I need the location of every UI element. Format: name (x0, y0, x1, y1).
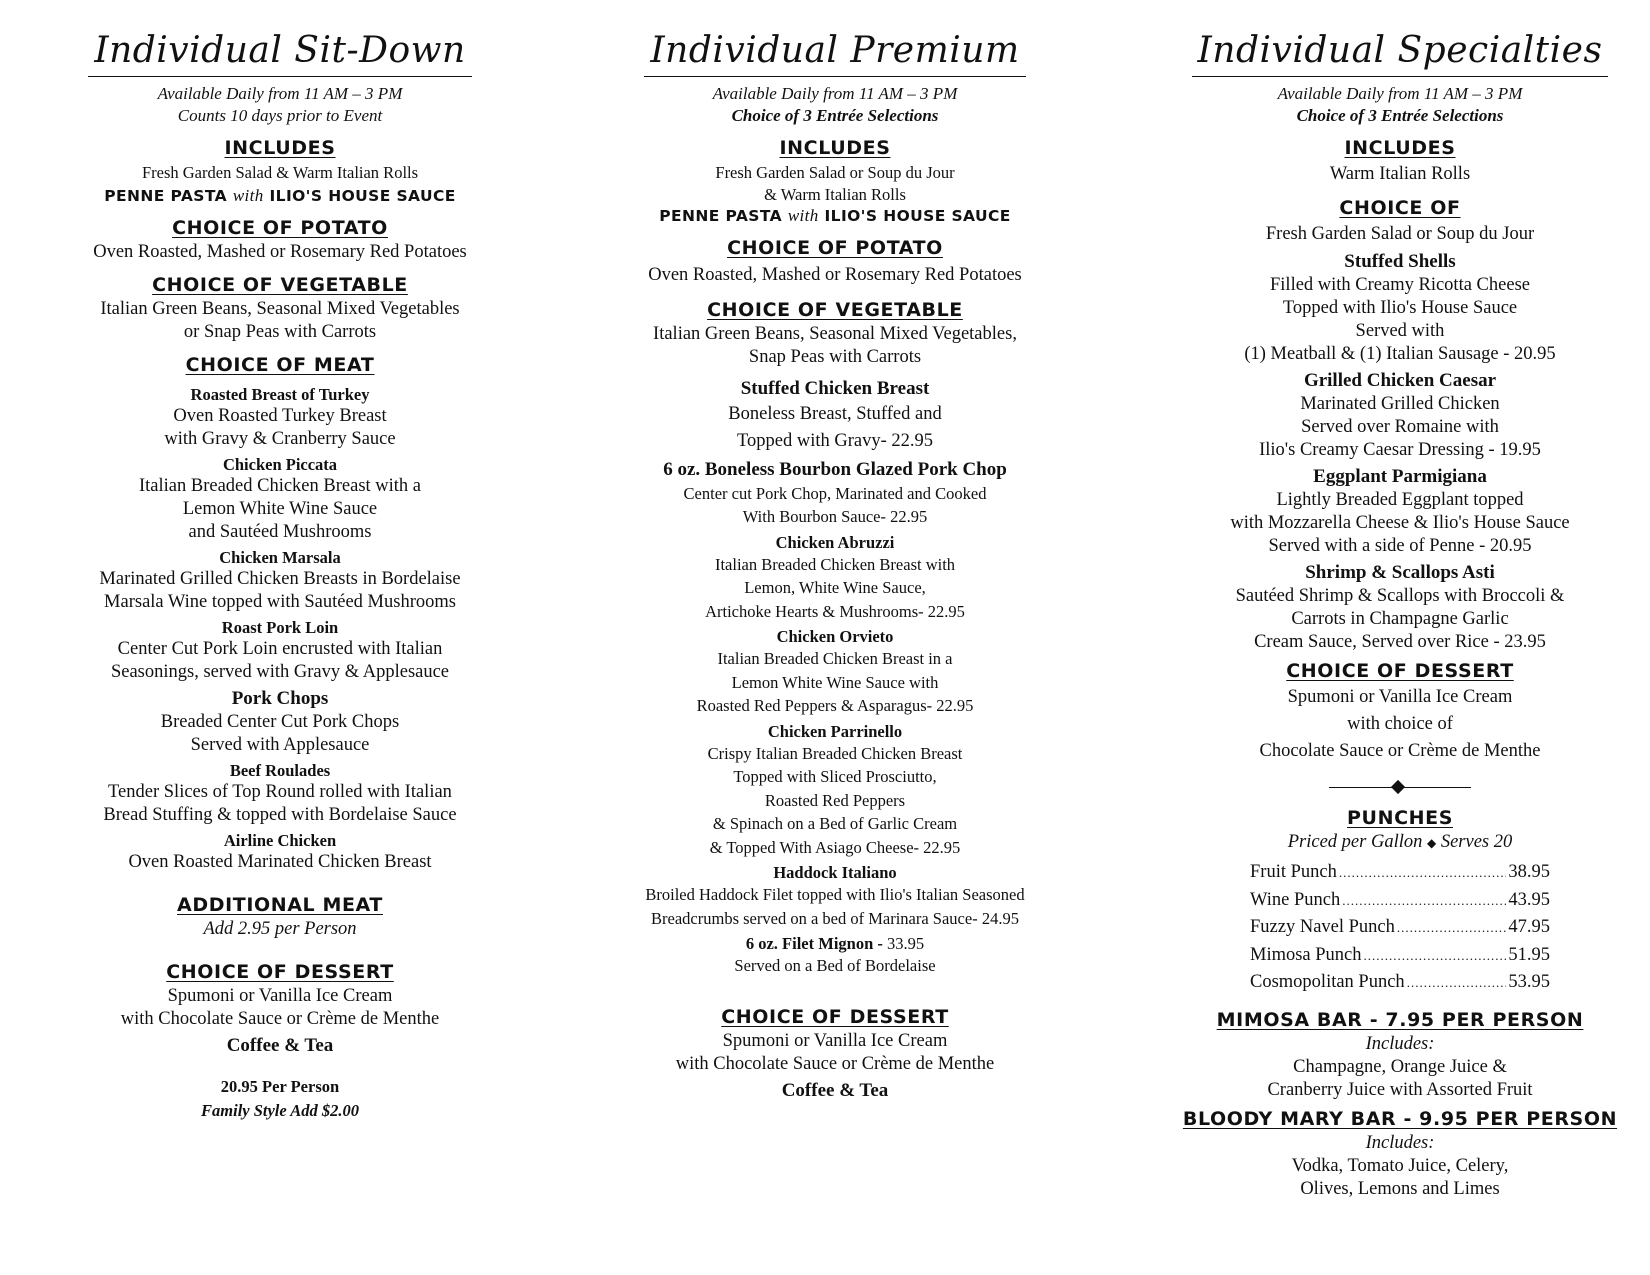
potato-heading: CHOICE OF POTATO (727, 236, 943, 259)
punch-price-list (1250, 859, 1550, 997)
entree-desc: With Bourbon Sauce- 22.95 (742, 507, 928, 526)
entree-desc: Lemon, White Wine Sauce, (744, 578, 926, 597)
dessert-text: with Chocolate Sauce or Crème de Menthe (675, 1053, 995, 1074)
list-item: Fruit Punch ..... 38.95 (1250, 859, 1550, 887)
entree-desc: & Topped With Asiago Cheese- 22.95 (709, 837, 961, 857)
premium-column (610, 28, 1060, 1103)
meat-desc: and Sautéed Mushrooms (188, 521, 372, 542)
specialty-desc: (1) Meatball & (1) Italian Sausage - 20.95 (1244, 344, 1556, 364)
includes-heading: INCLUDES (779, 137, 891, 159)
potato-heading: CHOICE OF POTATO (172, 216, 388, 239)
specialty-desc: Served with a side of Penne - 20.95 (1268, 536, 1532, 556)
specialty-desc: Carrots in Champagne Garlic (1291, 609, 1509, 629)
entree-desc: Broiled Haddock Filet topped with Ilio's Italian Seasoned (645, 885, 1025, 904)
pasta-line: PENNE PASTA with ILIO'S HOUSE SAUCE (104, 185, 456, 205)
meat-name: Pork Chops (231, 687, 329, 709)
specialty-desc: Ilio's Creamy Caesar Dressing - 19.95 (1259, 440, 1541, 460)
meat-desc: Served with Applesauce (190, 734, 370, 755)
entree-desc: Italian Breaded Chicken Breast in a (717, 649, 953, 668)
coffee-tea: Coffee & Tea (781, 1079, 889, 1101)
includes-text: Warm Italian Rolls (1329, 164, 1471, 184)
specialty-name: Shrimp & Scallops Asti (1305, 562, 1495, 583)
potato-text: Oven Roasted, Mashed or Rosemary Red Potatoes (93, 241, 467, 262)
meat-name: Airline Chicken (223, 830, 337, 850)
sit-down-column (60, 28, 500, 1121)
meat-desc: Oven Roasted Marinated Chicken Breast (128, 851, 432, 872)
entree-choice-note: Choice of 3 Entrée Selections (731, 106, 939, 125)
dessert-text: Chocolate Sauce or Crème de Menthe (1259, 741, 1541, 761)
includes-heading: INCLUDES (224, 137, 336, 159)
ornamental-divider (1329, 779, 1471, 797)
entree-name: Chicken Orvieto (776, 627, 894, 646)
bloody-mary-text: Olives, Lemons and Limes (1300, 1178, 1500, 1199)
meat-desc: with Gravy & Cranberry Sauce (164, 428, 396, 449)
entree-desc: Boneless Breast, Stuffed and (728, 403, 942, 424)
family-style-note: Family Style Add $2.00 (201, 1100, 359, 1120)
bloody-mary-includes-label: Includes: (1365, 1132, 1435, 1153)
specialty-desc: Served over Romaine with (1301, 417, 1499, 437)
entree-name: Chicken Abruzzi (775, 532, 895, 552)
entree-name: Chicken Parrinello (767, 721, 903, 741)
vegetable-text: Italian Green Beans, Seasonal Mixed Vegetables, (653, 323, 1017, 344)
vegetable-text: Italian Green Beans, Seasonal Mixed Vegetables (100, 298, 460, 319)
meat-desc: Tender Slices of Top Round rolled with Italian (108, 781, 452, 802)
meat-desc: Italian Breaded Chicken Breast with a (138, 475, 422, 496)
dessert-text: with choice of (1347, 714, 1453, 734)
punches-heading: PUNCHES (1347, 807, 1453, 829)
specialty-name: Eggplant Parmigiana (1313, 466, 1487, 487)
diamond-icon (1391, 780, 1405, 794)
specialties-column (1165, 28, 1635, 1201)
dessert-heading: CHOICE OF DESSERT (166, 960, 394, 983)
dessert-heading: CHOICE OF DESSERT (1286, 660, 1514, 682)
entree-desc: & Spinach on a Bed of Garlic Cream (712, 814, 958, 833)
vegetable-text: or Snap Peas with Carrots (183, 321, 377, 342)
specialty-desc: Sautéed Shrimp & Scallops with Broccoli & (1235, 586, 1565, 606)
meat-desc: Marinated Grilled Chicken Breasts in Bordelaise (99, 568, 461, 589)
meat-name: Chicken Piccata (222, 454, 338, 474)
section-title: Individual Specialties (1192, 28, 1609, 77)
specialty-desc: Filled with Creamy Ricotta Cheese (1270, 275, 1530, 295)
mimosa-text: Champagne, Orange Juice & (1293, 1056, 1507, 1077)
entree-desc: Served on a Bed of Bordelaise (734, 956, 936, 975)
pasta-line: PENNE PASTA with ILIO'S HOUSE SAUCE (659, 205, 1011, 225)
vegetable-heading: CHOICE OF VEGETABLE (707, 298, 963, 321)
entree-name: Stuffed Chicken Breast (740, 377, 930, 399)
entree-desc: Artichoke Hearts & Mushrooms- 22.95 (705, 601, 965, 621)
dessert-text: Spumoni or Vanilla Ice Cream (1287, 687, 1513, 707)
entree-desc: Lemon White Wine Sauce with (731, 672, 939, 692)
meat-name: Roasted Breast of Turkey (190, 384, 370, 404)
dessert-text: Spumoni or Vanilla Ice Cream (722, 1030, 948, 1051)
coffee-tea: Coffee & Tea (226, 1034, 334, 1056)
meat-desc: Seasonings, served with Gravy & Applesauce (110, 661, 450, 682)
meat-name: Roast Pork Loin (221, 617, 339, 637)
availability-text: Available Daily from 11 AM – 3 PM (1277, 84, 1523, 103)
meat-desc: Breaded Center Cut Pork Chops (160, 711, 400, 732)
vegetable-text: Snap Peas with Carrots (748, 346, 922, 367)
additional-meat-text: Add 2.95 per Person (203, 918, 357, 939)
list-item: Cosmopolitan Punch ..... 53.95 (1250, 969, 1550, 997)
specialty-desc: Lightly Breaded Eggplant topped (1276, 490, 1524, 510)
entree-desc: Topped with Gravy- 22.95 (736, 430, 933, 451)
bloody-mary-text: Vodka, Tomato Juice, Celery, (1291, 1155, 1509, 1176)
specialty-desc: Served with (1355, 321, 1445, 341)
section-title: Individual Sit-Down (88, 28, 471, 77)
entree-desc: Crispy Italian Breaded Chicken Breast (707, 743, 963, 763)
choice-text: Fresh Garden Salad or Soup du Jour (1265, 224, 1535, 244)
mimosa-text: Cranberry Juice with Assorted Fruit (1267, 1079, 1533, 1100)
entree-desc: Roasted Red Peppers (764, 790, 906, 810)
includes-heading: INCLUDES (1344, 137, 1456, 159)
mimosa-includes-label: Includes: (1365, 1033, 1435, 1054)
specialty-desc: Topped with Ilio's House Sauce (1282, 298, 1518, 318)
list-item: Mimosa Punch ..... 51.95 (1250, 942, 1550, 970)
entree-desc: Breadcrumbs served on a bed of Marinara Sauce- 24.95 (651, 908, 1019, 928)
includes-text: Fresh Garden Salad or Soup du Jour (715, 163, 955, 182)
bloody-mary-bar-heading: BLOODY MARY BAR - 9.95 PER PERSON (1182, 1107, 1618, 1130)
includes-text: Fresh Garden Salad & Warm Italian Rolls (141, 163, 419, 182)
list-item: Fuzzy Navel Punch ..... 47.95 (1250, 914, 1550, 942)
includes-text: & Warm Italian Rolls (764, 184, 906, 204)
punches-subtitle: Priced per Gallon ◆ Serves 20 (1287, 832, 1513, 852)
vegetable-heading: CHOICE OF VEGETABLE (152, 273, 408, 296)
specialty-name: Stuffed Shells (1344, 251, 1456, 272)
availability-text: Available Daily from 11 AM – 3 PM (157, 84, 403, 103)
mimosa-bar-heading: MIMOSA BAR - 7.95 PER PERSON (1216, 1008, 1584, 1031)
dessert-text: Spumoni or Vanilla Ice Cream (167, 985, 393, 1006)
entree-desc: Center cut Pork Chop, Marinated and Cooked (683, 483, 987, 503)
entree-desc: Italian Breaded Chicken Breast with (714, 554, 956, 574)
specialty-desc: with Mozzarella Cheese & Ilio's House Sauce (1230, 513, 1570, 533)
entree-name: 6 oz. Boneless Bourbon Glazed Pork Chop (663, 458, 1007, 480)
entree-choice-note: Choice of 3 Entrée Selections (1296, 106, 1504, 125)
meat-heading: CHOICE OF MEAT (185, 353, 375, 376)
dessert-heading: CHOICE OF DESSERT (721, 1005, 949, 1028)
potato-text: Oven Roasted, Mashed or Rosemary Red Potatoes (648, 264, 1022, 285)
dessert-text: with Chocolate Sauce or Crème de Menthe (120, 1008, 440, 1029)
price-per-person: 20.95 Per Person (220, 1076, 340, 1096)
specialty-desc: Marinated Grilled Chicken (1300, 394, 1500, 414)
meat-desc: Bread Stuffing & topped with Bordelaise Sauce (103, 804, 457, 825)
meat-name: Beef Roulades (229, 760, 331, 780)
list-item: Wine Punch ..... 43.95 (1250, 887, 1550, 915)
section-title: Individual Premium (644, 28, 1025, 77)
additional-meat-heading: ADDITIONAL MEAT (177, 893, 383, 916)
meat-desc: Lemon White Wine Sauce (182, 498, 378, 519)
entree-name: Haddock Italiano (773, 863, 897, 882)
meat-desc: Oven Roasted Turkey Breast (173, 405, 387, 426)
meat-desc: Marsala Wine topped with Sautéed Mushrooms (104, 591, 456, 612)
availability-text: Available Daily from 11 AM – 3 PM (712, 84, 958, 103)
meat-desc: Center Cut Pork Loin encrusted with Italian (117, 638, 443, 659)
specialty-name: Grilled Chicken Caesar (1303, 370, 1497, 391)
entree-desc: Roasted Red Peppers & Asparagus- 22.95 (696, 696, 974, 715)
choice-heading: CHOICE OF (1339, 197, 1461, 219)
entree-name: 6 oz. Filet Mignon - 33.95 (745, 934, 925, 953)
counts-note: Counts 10 days prior to Event (177, 106, 383, 125)
bullet-diamond-icon: ◆ (1426, 836, 1437, 850)
entree-desc: Topped with Sliced Prosciutto, (733, 767, 937, 786)
specialty-desc: Cream Sauce, Served over Rice - 23.95 (1254, 632, 1546, 652)
meat-name: Chicken Marsala (219, 547, 341, 567)
